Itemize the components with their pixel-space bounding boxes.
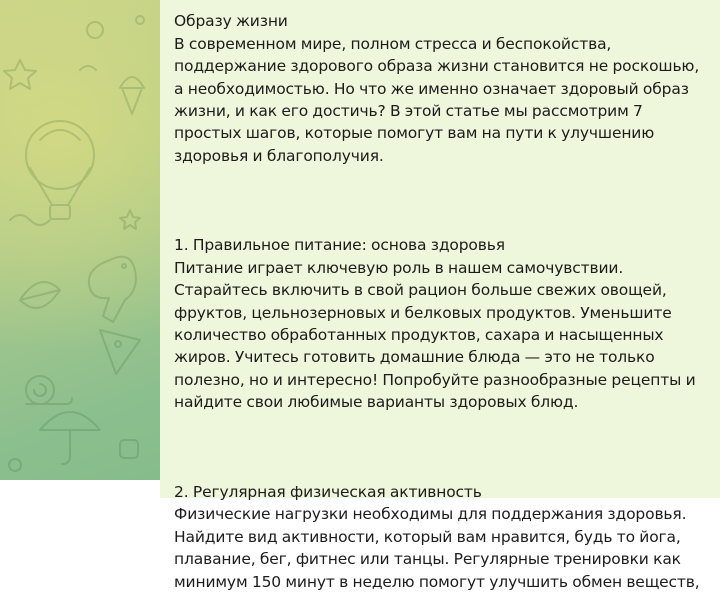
message-paragraph-nutrition: 1. Правильное питание: основа здоровья Питание играет ключевую роль в нашем самочувствии. Старайтесь включить в свой рацион больше свежих овощей, фруктов, цельнозерновых и белковых продуктов. Уменьшите количество обработанных продуктов, сахара и насыщенных жиров. Учитесь готовить домашние блюда — это не только полезно, но и интересно! Попробуйте разнообразные рецепты и найдите свои любимые варианты здоровых блюд. xyxy=(174,236,696,412)
umbrella-icon xyxy=(40,412,100,464)
message-paragraph-activity: 2. Регулярная физическая активность Физические нагрузки необходимы для поддержания здоровья. Найдите вид активности, который вам нравится, будь то йога, плавание, бег, фитнес или танцы. Регулярные тренировки как минимум 150 минут в неделю помогут улучшить обмен веществ, xyxy=(174,482,700,591)
message-bubble xyxy=(160,0,720,591)
pizza-slice-icon xyxy=(100,330,140,374)
message-paragraph-intro: Образу жизни В современном мире, полном стресса и беспокойства, поддержание здорового образа жизни становится не роскошью, а необходимостью. Но что же именно означает здоровый образ жизни, и как его достичь? В этой статье мы рассмотрим 7 простых шагов, которые помогут вам на пути к улучшению здоровья и благополучия. xyxy=(174,12,700,165)
hot-air-balloon-icon xyxy=(26,121,94,219)
paragraph-gap xyxy=(174,190,708,212)
star-icon xyxy=(4,60,140,229)
ice-cream-icon xyxy=(120,77,144,114)
dinosaur-icon xyxy=(89,257,136,322)
snail-icon xyxy=(26,376,72,404)
paragraph-gap xyxy=(174,436,708,458)
message-text xyxy=(174,0,708,615)
